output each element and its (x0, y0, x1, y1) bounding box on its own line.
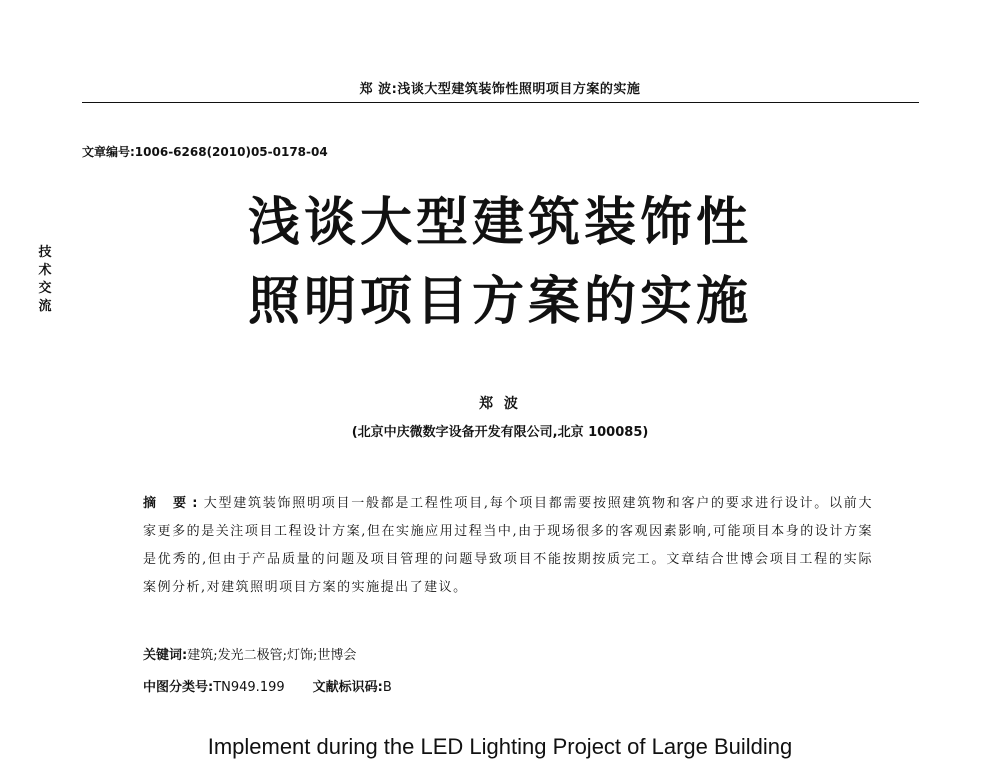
classification (143, 676, 392, 695)
title-line-1: 浅谈大型建筑装饰性 (247, 193, 752, 253)
title-line-2: 照明项目方案的实施 (247, 272, 752, 332)
abstract-label: 摘 要: (143, 496, 204, 511)
author-name: 郑 波 (479, 396, 521, 412)
doc-code-value: B (382, 680, 392, 695)
side-label-char: 技 (38, 245, 52, 260)
keywords-text: 建筑;发光二极管;灯饰;世博会 (187, 648, 357, 663)
side-label-char: 术 (38, 263, 52, 278)
abstract (143, 490, 873, 602)
author-affiliation: (北京中庆微数字设备开发有限公司,北京 100085) (351, 425, 649, 440)
doc-code-label: 文献标识码: (312, 680, 383, 695)
side-label-char: 交 (38, 281, 52, 296)
side-label-char: 流 (38, 299, 52, 314)
clc-label: 中图分类号: (143, 680, 214, 695)
header-rule (82, 102, 919, 103)
english-title: Implement during the LED Lighting Project of Large Building (207, 734, 793, 759)
abstract-text: 大型建筑装饰照明项目一般都是工程性项目,每个项目都需要按照建筑物和客户的要求进行设计。以前大家更多的是关注项目工程设计方案,但在实施应用过程当中,由于现场很多的客观因素影响,可能项目本身的设计方案是优秀的,但由于产品质量的问题及项目管理的问题导致项目不能按期按质完工。文章结合世博会项目工程的实际案例分析,对建筑照明项目方案的实施提出了建议。 (143, 496, 873, 595)
running-header: 郑 波:浅谈大型建筑装饰性照明项目方案的实施 (359, 82, 641, 97)
keywords (143, 644, 356, 663)
article-number: 文章编号:1006-6268(2010)05-0178-04 (82, 145, 328, 159)
clc-value: TN949.199 (213, 680, 285, 695)
keywords-label: 关键词: (143, 648, 188, 663)
